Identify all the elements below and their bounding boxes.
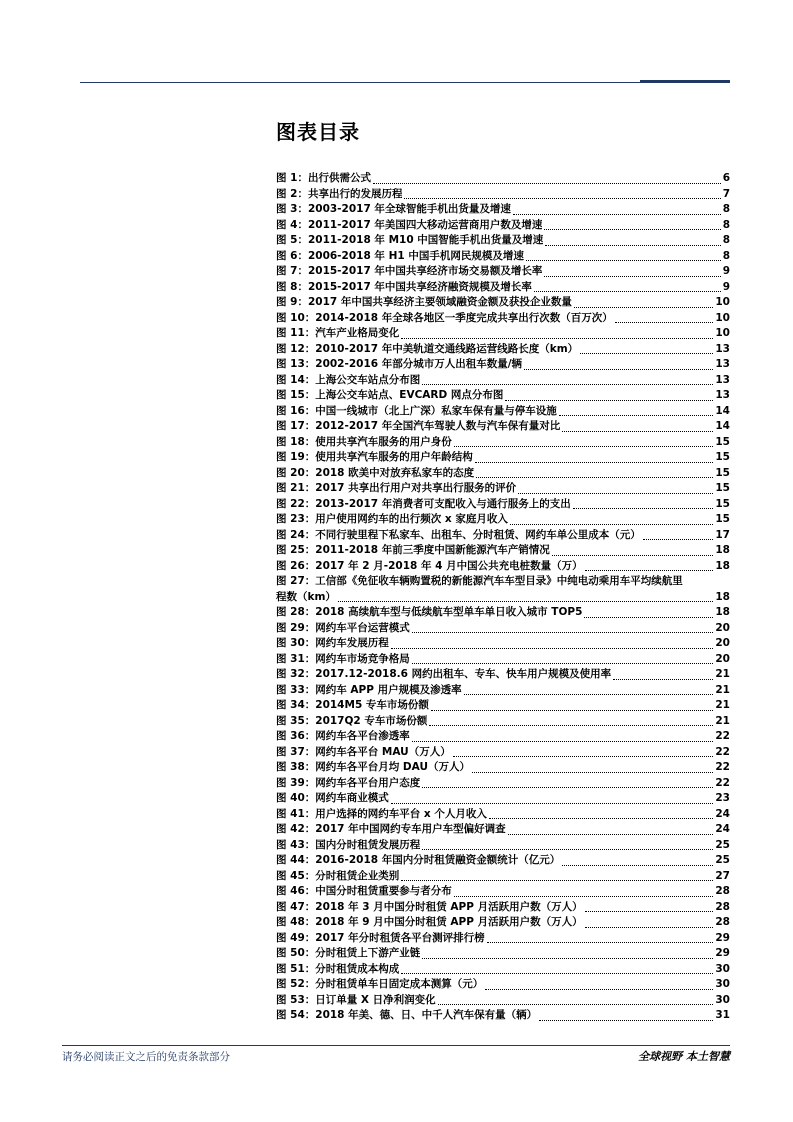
toc-entry[interactable] — [276, 249, 730, 265]
toc-entry[interactable] — [276, 481, 730, 497]
toc-entry-label: 图 32：2017.12-2018.6 网约出租车、专车、快车用户规模及使用率 — [276, 668, 612, 680]
toc-entry-label: 图 46：中国分时租赁重要参与者分布 — [276, 885, 452, 897]
toc-entry-label: 图 2：共享出行的发展历程 — [276, 187, 403, 200]
toc-entry-page: 29 — [715, 931, 730, 944]
toc-entry[interactable] — [276, 497, 730, 513]
toc-entry-page: 23 — [715, 792, 730, 804]
toc-entry-page: 25 — [715, 838, 730, 851]
toc-entry-label: 图 47：2018 年 3 月中国分时租赁 APP 月活跃用户数（万人） — [276, 900, 583, 913]
toc-leader-dots — [475, 461, 714, 463]
toc-entry-page: 30 — [715, 993, 730, 1006]
toc-entry-label: 图 37：网约车各平台 MAU（万人） — [276, 745, 451, 758]
toc-entry-page: 22 — [715, 776, 730, 789]
toc-entry[interactable] — [276, 838, 730, 854]
toc-entry-page: 20 — [715, 621, 730, 634]
toc-entry-page: 30 — [715, 978, 730, 990]
toc-leader-dots — [508, 833, 714, 835]
toc-entry[interactable] — [276, 388, 730, 404]
toc-entry-page: 14 — [715, 420, 730, 432]
toc-entry[interactable] — [276, 745, 730, 761]
toc-leader-dots — [584, 616, 713, 618]
toc-entry[interactable] — [276, 931, 730, 947]
toc-leader-dots — [613, 678, 713, 680]
toc-entry-label: 图 42：2017 年中国网约专车用户车型偏好调查 — [276, 823, 506, 835]
toc-leader-dots — [404, 197, 720, 199]
table-of-figures — [276, 171, 730, 1024]
toc-entry-label: 图 5：2011-2018 年 M10 中国智能手机出货量及增速 — [276, 234, 544, 246]
toc-entry[interactable] — [276, 373, 730, 389]
toc-entry-page: 24 — [715, 807, 730, 820]
toc-entry[interactable] — [276, 450, 730, 466]
toc-leader-dots — [539, 1019, 713, 1021]
toc-entry[interactable] — [276, 605, 730, 621]
toc-entry-label: 图 12：2010-2017 年中美轨道交通线路运营线路长度（km） — [276, 342, 579, 355]
toc-entry-label: 图 18：使用共享汽车服务的用户身份 — [276, 435, 452, 448]
toc-leader-dots — [391, 802, 714, 804]
toc-entry-label: 图 11：汽车产业格局变化 — [276, 327, 400, 339]
toc-entry[interactable] — [276, 869, 730, 885]
toc-entry-page: 9 — [722, 265, 730, 277]
toc-entry-label: 图 43：国内分时租赁发展历程 — [276, 838, 421, 851]
toc-leader-dots — [391, 647, 714, 649]
toc-leader-dots — [401, 972, 713, 974]
toc-leader-dots — [472, 771, 713, 773]
toc-leader-dots — [513, 213, 721, 215]
toc-leader-dots — [476, 476, 713, 478]
toc-entry-page: 22 — [715, 745, 730, 758]
toc-leader-dots — [401, 879, 713, 881]
toc-entry[interactable] — [276, 295, 730, 311]
footer-disclaimer: 请务必阅读正文之后的免责条款部分 — [62, 1051, 230, 1063]
toc-entry-label: 图 9：2017 年中国共享经济主要领域融资金额及获投企业数量 — [276, 296, 572, 308]
toc-entry[interactable] — [276, 512, 730, 528]
toc-entry-page: 7 — [722, 187, 730, 200]
toc-leader-dots — [422, 848, 713, 850]
toc-entry-page: 15 — [715, 497, 730, 510]
toc-entry[interactable] — [276, 233, 730, 249]
toc-leader-dots — [552, 554, 714, 556]
toc-leader-dots — [585, 926, 714, 928]
toc-entry-page: 13 — [715, 358, 730, 370]
toc-entry-page: 10 — [715, 296, 730, 308]
toc-entry-page: 8 — [722, 218, 730, 231]
toc-leader-dots — [510, 523, 714, 525]
toc-entry-page: 28 — [715, 900, 730, 913]
toc-leader-dots — [559, 414, 714, 416]
toc-entry-page: 15 — [715, 451, 730, 463]
toc-entry[interactable] — [276, 993, 730, 1009]
toc-entry-label: 图 50：分时租赁上下游产业链 — [276, 947, 421, 959]
toc-leader-dots — [545, 244, 720, 246]
toc-entry-label: 图 16：中国一线城市（北上广深）私家车保有量与停车设施 — [276, 404, 557, 417]
toc-entry[interactable] — [276, 621, 730, 637]
toc-entry[interactable] — [276, 636, 730, 652]
toc-entry-page: 8 — [722, 203, 730, 215]
toc-entry-page: 22 — [715, 761, 730, 773]
toc-entry-page: 6 — [722, 172, 730, 184]
toc-entry[interactable] — [276, 652, 730, 668]
toc-entry-label: 图 26：2017 年 2 月-2018 年 4 月中国公共充电桩数量（万） — [276, 559, 583, 572]
toc-entry-label: 图 23：用户使用网约车的出行频次 x 家庭月收入 — [276, 513, 508, 525]
toc-entry-page: 22 — [715, 730, 730, 742]
toc-leader-dots — [643, 538, 714, 540]
toc-entry-label: 图 41：用户选择的网约车平台 x 个人月收入 — [276, 807, 487, 820]
toc-leader-dots — [615, 321, 714, 323]
toc-leader-dots — [438, 1003, 714, 1005]
toc-leader-dots — [574, 306, 714, 308]
toc-entry[interactable] — [276, 528, 730, 544]
toc-leader-dots — [534, 290, 721, 292]
toc-entry[interactable] — [276, 946, 730, 962]
toc-leader-dots — [431, 709, 713, 711]
toc-entry-label: 图 1：出行供需公式 — [276, 172, 371, 184]
toc-entry-page: 18 — [715, 606, 730, 618]
toc-entry[interactable] — [276, 559, 730, 575]
toc-entry[interactable] — [276, 683, 730, 699]
toc-leader-dots — [453, 755, 714, 757]
toc-entry-label: 图 39：网约车各平台用户态度 — [276, 776, 421, 789]
toc-entry-page: 8 — [722, 249, 730, 262]
toc-leader-dots — [544, 228, 720, 230]
toc-entry-label: 图 8：2015-2017 年中国共享经济融资规模及增长率 — [276, 280, 532, 293]
toc-entry-label: 图 10：2014-2018 年全球各地区一季度完成共享出行次数（百万次） — [276, 311, 613, 324]
toc-entry-page: 21 — [715, 668, 730, 680]
toc-leader-dots — [454, 895, 714, 897]
toc-leader-dots — [585, 569, 714, 571]
toc-leader-dots — [412, 662, 714, 664]
toc-entry[interactable] — [276, 171, 730, 187]
toc-entry-page: 18 — [715, 544, 730, 556]
toc-entry-page: 8 — [722, 234, 730, 246]
toc-leader-dots — [526, 259, 721, 261]
toc-entry-label: 图 44：2016-2018 年国内分时租赁融资金额统计（亿元） — [276, 854, 561, 866]
toc-entry-label: 图 20：2018 欧美中对放弃私家车的态度 — [276, 466, 475, 479]
toc-entry[interactable] — [276, 466, 730, 482]
toc-entry[interactable] — [276, 357, 730, 373]
toc-entry-label-continued: 程数（km） — [276, 590, 336, 603]
toc-entry-label: 图 34：2014M5 专车市场份额 — [276, 699, 429, 711]
toc-leader-dots — [373, 182, 721, 184]
toc-entry-label: 图 31：网约车市场竞争格局 — [276, 652, 410, 665]
toc-entry-label: 图 51：分时租赁成本构成 — [276, 962, 400, 975]
toc-entry-label: 图 3：2003-2017 年全球智能手机出货量及增速 — [276, 203, 511, 215]
toc-entry[interactable] — [276, 915, 730, 931]
toc-entry-page: 24 — [715, 823, 730, 835]
toc-entry[interactable] — [276, 962, 730, 978]
toc-entry[interactable] — [276, 729, 730, 745]
toc-entry-page: 21 — [715, 683, 730, 696]
toc-entry[interactable] — [276, 807, 730, 823]
toc-entry[interactable] — [276, 760, 730, 776]
toc-entry-label: 图 22：2013-2017 年消费者可支配收入与通行服务上的支出 — [276, 497, 571, 510]
toc-leader-dots — [585, 910, 714, 912]
toc-entry-page: 10 — [715, 311, 730, 324]
toc-entry[interactable] — [276, 1008, 730, 1024]
toc-entry[interactable] — [276, 776, 730, 792]
toc-entry[interactable] — [276, 311, 730, 327]
toc-leader-dots — [422, 957, 713, 959]
toc-entry-page: 15 — [715, 435, 730, 448]
header-rule — [80, 82, 730, 83]
toc-entry-label: 图 14：上海公交车站点分布图 — [276, 373, 421, 386]
toc-entry-label: 图 24：不同行驶里程下私家车、出租车、分时租赁、网约车单公里成本（元） — [276, 528, 641, 541]
toc-entry-label: 图 7：2015-2017 年中国共享经济市场交易额及增长率 — [276, 265, 543, 277]
toc-entry-page: 13 — [715, 342, 730, 355]
toc-entry[interactable] — [276, 187, 730, 203]
toc-entry-page: 27 — [715, 869, 730, 882]
toc-entry[interactable] — [276, 280, 730, 296]
toc-entry-page: 20 — [715, 652, 730, 665]
toc-entry[interactable] — [276, 543, 730, 559]
toc-entry-page: 18 — [715, 559, 730, 572]
toc-leader-dots — [401, 337, 713, 339]
page-title: 图表目录 — [276, 120, 360, 144]
toc-entry-label: 图 33：网约车 APP 用户规模及渗透率 — [276, 683, 462, 696]
toc-entry-label: 图 35：2017Q2 专车市场份额 — [276, 714, 428, 727]
toc-leader-dots — [464, 693, 714, 695]
toc-leader-dots — [562, 864, 713, 866]
toc-entry[interactable] — [276, 977, 730, 993]
footer-slogan: 全球视野 本土智慧 — [638, 1050, 730, 1063]
toc-entry-page: 13 — [715, 373, 730, 386]
toc-entry[interactable] — [276, 326, 730, 342]
toc-entry-page: 15 — [715, 482, 730, 494]
toc-entry[interactable] — [276, 822, 730, 838]
toc-entry[interactable] — [276, 884, 730, 900]
toc-leader-dots — [573, 507, 714, 509]
toc-leader-dots — [489, 817, 714, 819]
toc-leader-dots — [422, 786, 713, 788]
header-rule-accent — [640, 80, 730, 83]
toc-entry[interactable] — [276, 714, 730, 730]
toc-entry-label: 图 30：网约车发展历程 — [276, 637, 389, 649]
toc-leader-dots — [505, 399, 713, 401]
toc-entry[interactable] — [276, 667, 730, 683]
toc-entry-label: 图 15：上海公交车站点、EVCARD 网点分布图 — [276, 389, 504, 401]
toc-leader-dots — [429, 724, 713, 726]
toc-entry-page: 13 — [715, 389, 730, 401]
toc-entry[interactable] — [276, 698, 730, 714]
toc-entry[interactable] — [276, 202, 730, 218]
toc-entry-label: 图 38：网约车各平台月均 DAU（万人） — [276, 761, 470, 773]
toc-entry-page: 21 — [715, 699, 730, 711]
toc-entry[interactable] — [276, 218, 730, 234]
toc-entry[interactable] — [276, 853, 730, 869]
toc-entry-label: 图 25：2011-2018 年前三季度中国新能源汽车产销情况 — [276, 544, 550, 556]
toc-entry-label: 图 45：分时租赁企业类别 — [276, 869, 400, 882]
toc-entry-label: 图 52：分时租赁单车日固定成本测算（元） — [276, 978, 484, 990]
toc-entry-page: 17 — [715, 528, 730, 541]
toc-leader-dots — [338, 600, 713, 602]
toc-entry-label: 图 49：2017 年分时租赁各平台测评排行榜 — [276, 931, 485, 944]
toc-leader-dots — [412, 740, 714, 742]
toc-entry-label: 图 40：网约车商业模式 — [276, 792, 389, 804]
footer-rule — [62, 1045, 730, 1046]
toc-entry-page: 18 — [715, 590, 730, 603]
toc-entry-page: 21 — [715, 714, 730, 727]
toc-entry-page: 30 — [715, 962, 730, 975]
toc-entry[interactable] — [276, 435, 730, 451]
toc-entry-label: 图 53：日订单量 X 日净利润变化 — [276, 993, 436, 1006]
toc-leader-dots — [487, 941, 714, 943]
toc-entry-label: 图 54：2018 年美、德、日、中千人汽车保有量（辆） — [276, 1009, 538, 1021]
toc-entry-label: 图 36：网约车各平台渗透率 — [276, 730, 410, 742]
toc-entry-label: 图 28：2018 高续航车型与低续航车型单车单日收入城市 TOP5 — [276, 606, 583, 618]
toc-entry-page: 15 — [715, 466, 730, 479]
toc-entry-page: 14 — [715, 404, 730, 417]
toc-leader-dots — [562, 430, 713, 432]
toc-entry[interactable] — [276, 404, 730, 420]
toc-entry-page: 31 — [715, 1009, 730, 1021]
toc-entry-label: 图 13：2002-2016 年部分城市万人出租车数量/辆 — [276, 358, 523, 370]
toc-leader-dots — [412, 631, 714, 633]
toc-entry[interactable] — [276, 900, 730, 916]
toc-entry-label: 图 48：2018 年 9 月中国分时租赁 APP 月活跃用户数（万人） — [276, 916, 583, 928]
toc-entry-label: 图 17：2012-2017 年全国汽车驾驶人数与汽车保有量对比 — [276, 420, 561, 432]
toc-leader-dots — [422, 383, 713, 385]
toc-entry[interactable] — [276, 342, 730, 358]
toc-entry-label: 图 21：2017 共享出行用户对共享出行服务的评价 — [276, 482, 517, 494]
toc-entry-page: 10 — [715, 327, 730, 339]
toc-entry-page: 15 — [715, 513, 730, 525]
toc-leader-dots — [485, 988, 713, 990]
toc-entry-label: 图 29：网约车平台运营模式 — [276, 621, 410, 634]
toc-leader-dots — [580, 352, 713, 354]
toc-entry-label: 图 4：2011-2017 年美国四大移动运营商用户数及增速 — [276, 218, 543, 231]
toc-entry-page: 28 — [715, 916, 730, 928]
toc-leader-dots — [524, 368, 713, 370]
toc-entry-page: 25 — [715, 854, 730, 866]
toc-entry-label: 图 19：使用共享汽车服务的用户年龄结构 — [276, 451, 473, 463]
toc-entry-label: 图 6：2006-2018 年 H1 中国手机网民规模及增速 — [276, 249, 524, 262]
toc-entry[interactable] — [276, 419, 730, 435]
toc-entry-page: 28 — [715, 885, 730, 897]
toc-leader-dots — [544, 275, 720, 277]
toc-entry[interactable] — [276, 791, 730, 807]
toc-entry-page: 29 — [715, 947, 730, 959]
toc-entry-page: 20 — [715, 637, 730, 649]
toc-entry-page: 9 — [722, 280, 730, 293]
toc-leader-dots — [518, 492, 713, 494]
toc-entry-label: 图 27：工信部《免征收车辆购置税的新能源汽车车型目录》中纯电动乘用车平均续航里 — [276, 575, 683, 587]
toc-leader-dots — [454, 445, 714, 447]
toc-entry[interactable] — [276, 574, 730, 605]
toc-entry[interactable] — [276, 264, 730, 280]
